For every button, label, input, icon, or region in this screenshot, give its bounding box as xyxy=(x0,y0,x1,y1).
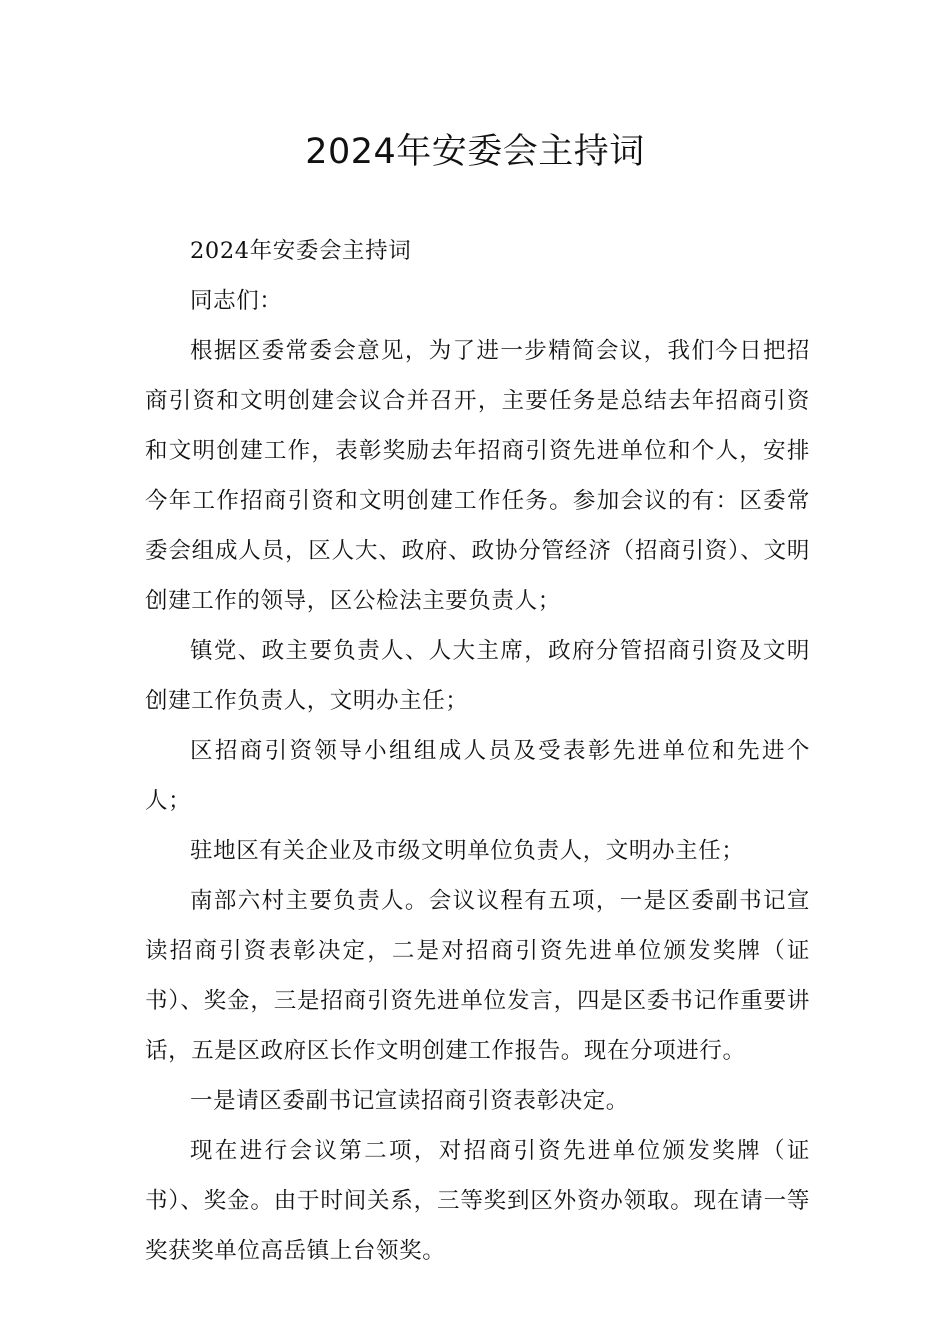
paragraph-item-two: 现在进行会议第二项，对招商引资先进单位颁发奖牌（证书）、奖金。由于时间关系，三等奖到区外资办领取。现在请一等奖获奖单位高岳镇上台领奖。 xyxy=(145,1138,810,1264)
document-title: 2024年安委会主持词 xyxy=(305,132,645,172)
paragraph-item-one: 一是请区委副书记宣读招商引资表彰决定。 xyxy=(190,1088,629,1114)
document-body xyxy=(145,226,810,1276)
paragraph-salutation: 同志们： xyxy=(190,288,283,314)
paragraph-agenda: 南部六村主要负责人。会议议程有五项，一是区委副书记宣读招商引资表彰决定，二是对招商引资先进单位颁发奖牌（证书）、奖金，三是招商引资先进单位发言，四是区委书记作重要讲话，五是区政府区长作文明创建工作报告。现在分项进行。 xyxy=(145,888,810,1064)
paragraph-subtitle: 2024年安委会主持词 xyxy=(190,238,412,264)
paragraph-attendees-town: 镇党、政主要负责人、人大主席，政府分管招商引资及文明创建工作负责人，文明办主任； xyxy=(145,638,810,714)
paragraph-meeting-intro: 根据区委常委会意见，为了进一步精简会议，我们今日把招商引资和文明创建会议合并召开，主要任务是总结去年招商引资和文明创建工作，表彰奖励去年招商引资先进单位和个人，安排今年工作招商引资和文明创建工作任务。参加会议的有：区委常委会组成人员，区人大、政府、政协分管经济（招商引资）、文明创建工作的领导，区公检法主要负责人； xyxy=(145,338,810,614)
paragraph-attendees-enterprises: 驻地区有关企业及市级文明单位负责人，文明办主任； xyxy=(190,838,745,864)
paragraph-attendees-group: 区招商引资领导小组组成人员及受表彰先进单位和先进个人； xyxy=(145,738,810,814)
